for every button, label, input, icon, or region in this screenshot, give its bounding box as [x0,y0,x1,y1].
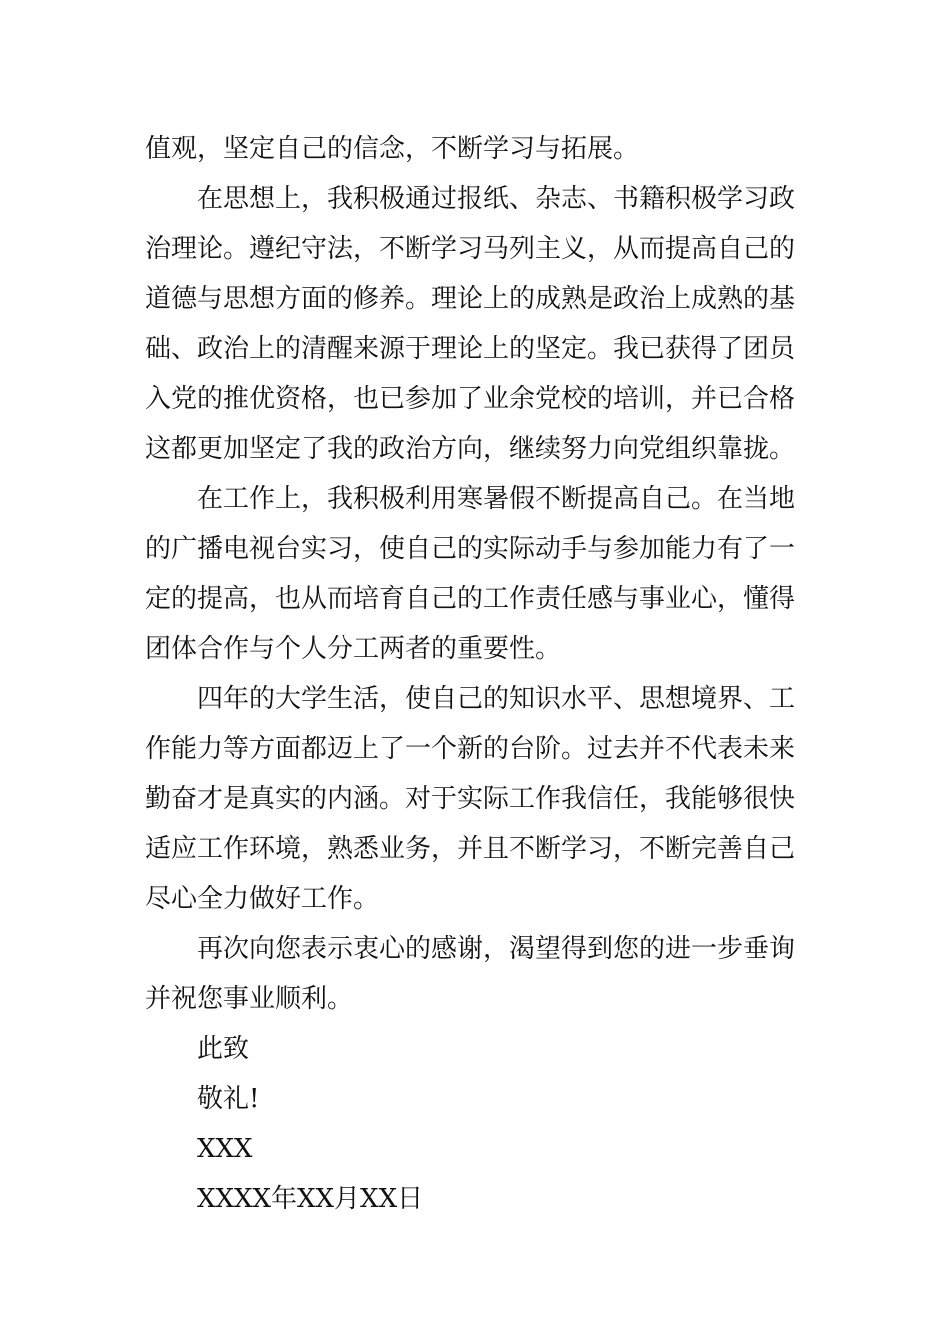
paragraph-start-line: 四年的大学生活，使自己的知识水平、思想境界、工 [197,684,796,714]
letter-date: XXXX年XX月XX日 [197,1184,424,1214]
closing-salutation: 此致 [197,1034,250,1064]
body-line: 入党的推优资格，也已参加了业余党校的培训，并已合格 [145,384,796,414]
paragraph-start-line: 在工作上，我积极利用寒暑假不断提高自己。在当地 [197,484,796,514]
body-line: 治理论。遵纪守法，不断学习马列主义，从而提高自己的 [145,234,796,264]
body-line: 尽心全力做好工作。 [145,884,380,914]
body-line: 勤奋才是真实的内涵。对于实际工作我信任，我能够很快 [145,784,796,814]
paragraph-start-line: 再次向您表示衷心的感谢，渴望得到您的进一步垂询 [197,934,796,964]
body-line: 础、政治上的清醒来源于理论上的坚定。我已获得了团员 [145,334,796,364]
paragraph-start-line: 在思想上，我积极通过报纸、杂志、书籍积极学习政 [197,184,796,214]
body-line: 值观，坚定自己的信念，不断学习与拓展。 [145,134,640,164]
body-line: 这都更加坚定了我的政治方向，继续努力向党组织靠拢。 [145,434,796,464]
closing-respect: 敬礼! [197,1084,260,1114]
body-line: 道德与思想方面的修养。理论上的成熟是政治上成熟的基 [145,284,796,314]
body-line: 适应工作环境，熟悉业务，并且不断学习，不断完善自己 [145,834,796,864]
body-line: 团体合作与个人分工两者的重要性。 [145,634,562,664]
body-line: 定的提高，也从而培育自己的工作责任感与事业心，懂得 [145,584,796,614]
body-line: 并祝您事业顺利。 [145,984,354,1014]
signature: XXX [197,1134,253,1164]
body-line: 作能力等方面都迈上了一个新的台阶。过去并不代表未来 [145,734,796,764]
body-line: 的广播电视台实习，使自己的实际动手与参加能力有了一 [145,534,796,564]
